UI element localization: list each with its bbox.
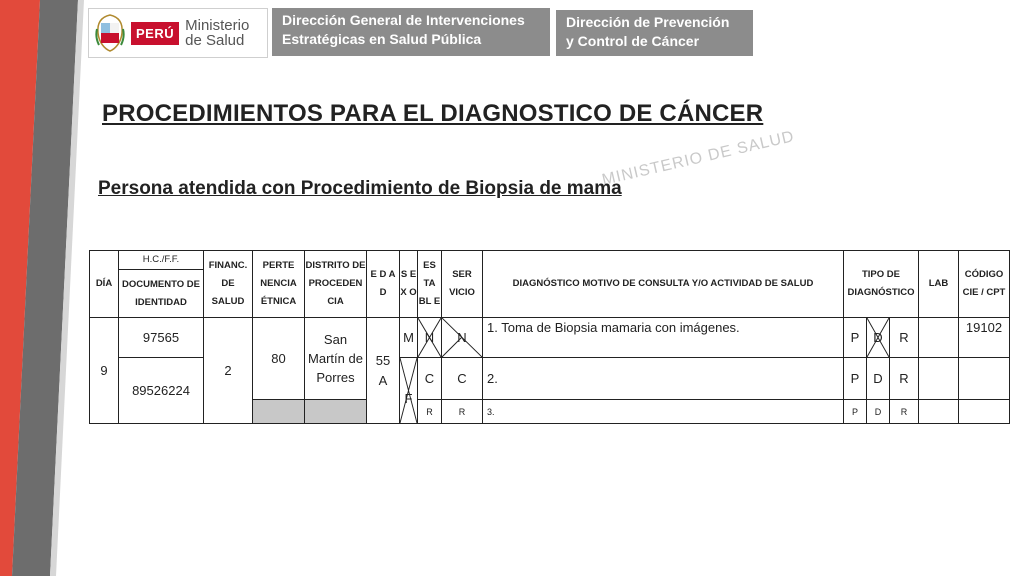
header-pertenencia: PERTE NENCIA ÉTNICA bbox=[253, 251, 305, 318]
decorative-side-bars bbox=[0, 0, 90, 576]
cell-servicio-2: C bbox=[442, 358, 483, 400]
header-codigo: CÓDIGO CIE / CPT bbox=[959, 251, 1010, 318]
cell-codigo-2 bbox=[959, 358, 1010, 400]
cell-tipo-p-1: P bbox=[844, 318, 867, 358]
cell-diagnostico-3: 3. bbox=[483, 400, 844, 424]
header-servicio: SER VICIO bbox=[442, 251, 483, 318]
cell-diagnostico-2: 2. bbox=[483, 358, 844, 400]
cell-servicio-1-text: N bbox=[457, 329, 467, 345]
cell-lab-3 bbox=[919, 400, 959, 424]
cell-financ: 2 bbox=[204, 318, 253, 424]
header-box-dpcan-line2: y Control de Cáncer bbox=[566, 33, 700, 49]
cell-estab-3: R bbox=[418, 400, 442, 424]
header-box-dgiesp-line2: Estratégicas en Salud Pública bbox=[282, 31, 482, 47]
cell-tipo-d-2: D bbox=[867, 358, 890, 400]
cell-sexo-f-text: F bbox=[404, 390, 413, 406]
cell-hc: 97565 bbox=[119, 318, 204, 358]
ministry-logo bbox=[88, 8, 268, 58]
cell-sexo-f bbox=[400, 358, 418, 424]
header-box-dpcan-line1: Dirección de Prevención bbox=[566, 14, 730, 30]
cell-tipo-p-2: P bbox=[844, 358, 867, 400]
coat-of-arms-icon bbox=[95, 13, 125, 53]
cell-estab-1-text: N bbox=[424, 329, 435, 345]
page-title: PROCEDIMIENTOS PARA EL DIAGNOSTICO DE CÁNCER bbox=[102, 100, 764, 127]
header-tipo-diagnostico: TIPO DE DIAGNÓSTICO bbox=[844, 251, 919, 318]
cell-pertenencia: 80 bbox=[253, 318, 305, 400]
header-box-dpcan bbox=[556, 10, 753, 56]
cell-codigo-3 bbox=[959, 400, 1010, 424]
cell-pertenencia-empty bbox=[253, 400, 305, 424]
header-lab: LAB bbox=[919, 251, 959, 318]
header-distrito: DISTRITO DE PROCEDEN CIA bbox=[305, 251, 367, 318]
peru-label: PERÚ bbox=[131, 22, 179, 45]
cell-servicio-1 bbox=[442, 318, 483, 358]
his-form-table bbox=[89, 250, 1010, 424]
header-documento: DOCUMENTO DE IDENTIDAD bbox=[119, 270, 204, 318]
ministry-name-line2: de Salud bbox=[185, 32, 245, 49]
cell-estab-2: C bbox=[418, 358, 442, 400]
cell-tipo-d-1-text: D bbox=[873, 329, 883, 345]
cell-documento: 89526224 bbox=[119, 358, 204, 424]
cell-lab-2 bbox=[919, 358, 959, 400]
cell-servicio-3: R bbox=[442, 400, 483, 424]
header-sexo: S E X O bbox=[400, 251, 418, 318]
cell-tipo-d-3: D bbox=[867, 400, 890, 424]
cell-distrito: San Martín de Porres bbox=[305, 318, 367, 400]
header-establecimiento: ES TA BL E bbox=[418, 251, 442, 318]
cell-sexo-m: M bbox=[400, 318, 418, 358]
cell-tipo-r-3: R bbox=[890, 400, 919, 424]
cell-lab-1 bbox=[919, 318, 959, 358]
cell-diagnostico-1: 1. Toma de Biopsia mamaria con imágenes. bbox=[483, 318, 844, 358]
cell-tipo-d-1 bbox=[867, 318, 890, 358]
header-diagnostico: DIAGNÓSTICO MOTIVO DE CONSULTA Y/O ACTIVIDAD DE SALUD bbox=[483, 251, 844, 318]
cell-estab-1 bbox=[418, 318, 442, 358]
cell-codigo-1: 19102 bbox=[959, 318, 1010, 358]
header-hc: H.C./F.F. bbox=[119, 251, 204, 270]
header-box-dgiesp-line1: Dirección General de Intervenciones bbox=[282, 12, 525, 28]
header-box-dgiesp bbox=[272, 8, 550, 56]
header-dia: DÍA bbox=[90, 251, 119, 318]
cell-distrito-empty bbox=[305, 400, 367, 424]
ministry-name-line1: Ministerio bbox=[185, 17, 250, 34]
page-subtitle: Persona atendida con Procedimiento de Biopsia de mama bbox=[98, 178, 622, 199]
watermark: MINISTERIO DE SALUD bbox=[600, 128, 797, 189]
cell-edad-value: 55 bbox=[375, 352, 391, 368]
header-edad: E D A D bbox=[367, 251, 400, 318]
cell-edad-unit: A bbox=[378, 372, 388, 388]
cell-tipo-p-3: P bbox=[844, 400, 867, 424]
cell-tipo-r-1: R bbox=[890, 318, 919, 358]
header-financ: FINANC. DE SALUD bbox=[204, 251, 253, 318]
cell-dia: 9 bbox=[90, 318, 119, 424]
cell-edad bbox=[367, 318, 400, 424]
ministry-name bbox=[185, 18, 249, 48]
cell-tipo-r-2: R bbox=[890, 358, 919, 400]
